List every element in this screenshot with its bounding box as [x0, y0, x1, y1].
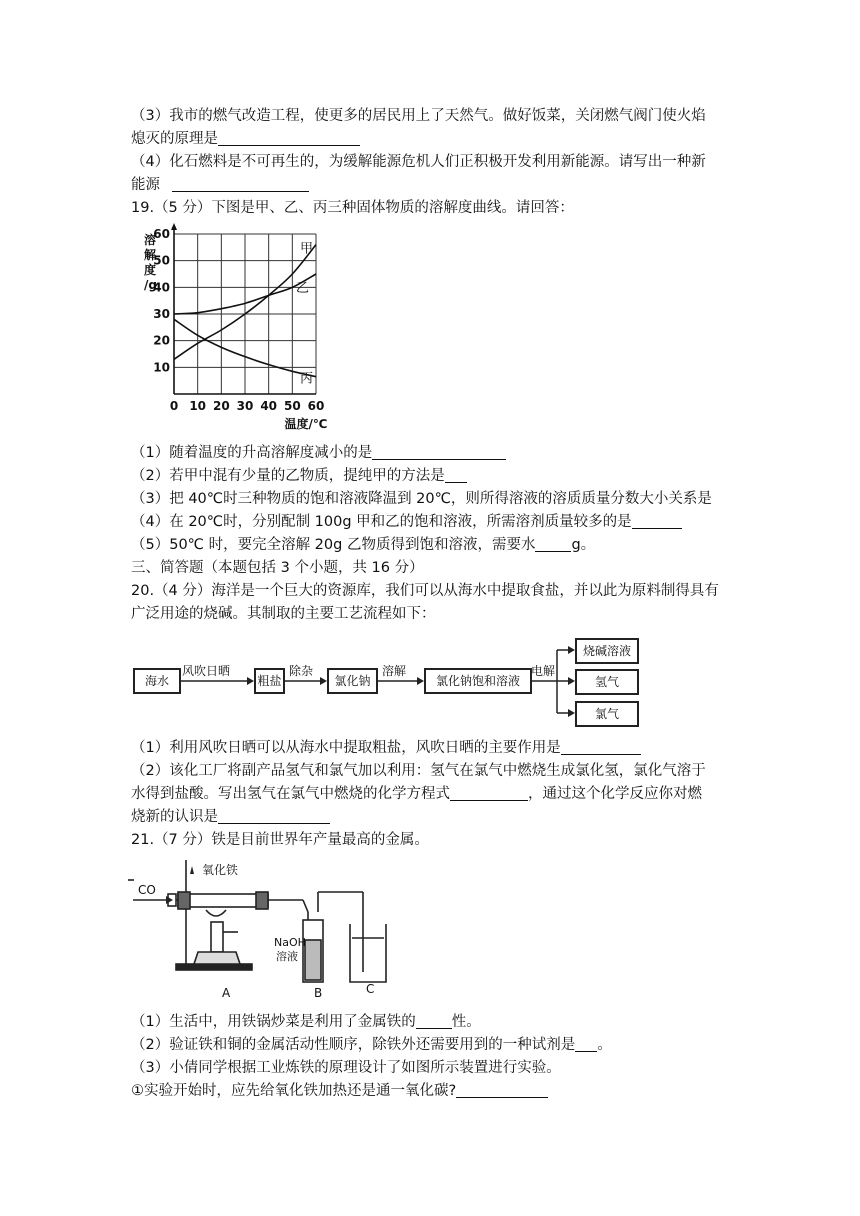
series-label: 甲: [300, 241, 314, 257]
q20-intro-line1: 20.（4 分）海洋是一个巨大的资源库，我们可以从海水中提取食盐，并以此为原料制得具有: [131, 583, 719, 599]
q19-q5-unit: g。: [571, 537, 596, 553]
apparatus-label-naoh: NaOH: [274, 936, 306, 949]
q20-q2-line2: [131, 783, 702, 805]
q19-q1: [131, 442, 506, 464]
y-axis-arrow: [171, 223, 177, 230]
q18-part3-line2: [131, 128, 360, 150]
y-axis-label-char: 解: [144, 248, 157, 262]
q20-q1: [131, 737, 641, 759]
x-tick-label: 60: [307, 399, 325, 413]
flow-box-hydrogen: 氢气: [575, 669, 639, 695]
q19-q2-text: （2）若甲中混有少量的乙物质，提纯甲的方法是: [131, 468, 445, 484]
q18-part4-line1: （4）化石燃料是不可再生的，为缓解能源危机人们正积极开发利用新能源。请写出一种新: [131, 154, 706, 170]
y-tick-label: 40: [153, 280, 170, 295]
q18-part4-line2: [131, 174, 309, 196]
q20-q1-text: （1）利用风吹日晒可以从海水中提取粗盐，风吹日晒的主要作用是: [131, 740, 561, 756]
q19-intro: 19.（5 分）下图是甲、乙、丙三种固体物质的溶解度曲线。请回答：: [131, 200, 574, 216]
y-axis-label-char: /g: [144, 278, 157, 292]
flow-box-saturated-solution: 氯化钠饱和溶液: [424, 668, 532, 694]
series-label: 丙: [300, 371, 314, 387]
q18-part3-line1: （3）我市的燃气改造工程，使更多的居民用上了天然气。做好饭菜，关闭燃气阀门使火焰: [131, 108, 706, 124]
solubility-chart: [140, 222, 340, 434]
q19-q4-text: （4）在 20℃时，分别配制 100g 甲和乙的饱和溶液，所需溶剂质量较多的是: [131, 514, 632, 530]
q21-q2: [131, 1034, 612, 1056]
q21-q2-text: （2）验证铁和铜的金属活动性顺序，除铁外还需要用到的一种试剂是: [131, 1037, 576, 1053]
y-tick-label: 50: [153, 253, 170, 268]
iron-smelting-apparatus-diagram: [128, 852, 398, 1002]
q21-q1-text: （1）生活中，用铁锅炒菜是利用了金属铁的: [131, 1014, 416, 1030]
chart-axes: [171, 223, 316, 394]
apparatus-label-b: B: [314, 986, 323, 1000]
q20-q2-line3: [131, 806, 330, 828]
q19-q5-text: （5）50℃ 时，要完全溶解 20g 乙物质得到饱和溶液，需要水: [131, 537, 536, 553]
y-axis-label-char: 溶: [144, 233, 157, 247]
y-tick-label: 60: [153, 227, 170, 241]
y-tick-label: 10: [153, 360, 170, 375]
y-tick-label: 30: [153, 307, 170, 321]
q20-intro-line2: 广泛用途的烧碱。其制取的主要工艺流程如下：: [131, 606, 436, 622]
series-label: 乙: [296, 281, 310, 296]
x-tick-label: 30: [236, 399, 254, 413]
x-tick-label: 20: [212, 399, 230, 413]
x-tick-label: 50: [283, 399, 301, 413]
flow-box-crude-salt: 粗盐: [254, 668, 285, 694]
flow-box-seawater: 海水: [133, 668, 181, 694]
answer-blank[interactable]: [456, 1081, 548, 1098]
q19-q5: [131, 534, 595, 556]
answer-blank[interactable]: [416, 1012, 452, 1029]
q20-q2-line1: （2）该化工厂将副产品氢气和氯气加以利用：氢气在氯气中燃烧生成氯化氢，氯化气溶于: [131, 763, 706, 779]
answer-blank[interactable]: [218, 807, 330, 824]
q19-q4: [131, 511, 682, 533]
answer-blank[interactable]: [172, 175, 309, 192]
q21-q3-1-text: ①实验开始时，应先给氧化铁加热还是通一氧化碳?: [131, 1083, 457, 1099]
answer-blank[interactable]: [535, 535, 571, 552]
flow-label-electrolysis: 电解: [531, 664, 556, 678]
y-axis-label-char: 度: [144, 263, 157, 277]
q21-q3: （3）小倩同学根据工业炼铁的原理设计了如图所示装置进行实验。: [131, 1060, 561, 1076]
q19-q2: [131, 465, 467, 487]
answer-blank[interactable]: [575, 1035, 597, 1052]
flow-label-remove-impurities: 除杂: [289, 664, 314, 678]
y-tick-label: 20: [153, 333, 170, 348]
q20-q2-text-end: 烧新的认识是: [131, 809, 218, 825]
apparatus-label-c: C: [366, 982, 375, 996]
q18-part4-cont: 能源: [131, 177, 160, 193]
x-tick-label: 40: [260, 399, 278, 413]
q19-q1-text: （1）随着温度的升高溶解度减小的是: [131, 445, 373, 461]
answer-blank[interactable]: [372, 443, 506, 460]
q21-intro: 21.（7 分）铁是目前世界年产量最高的金属。: [131, 832, 429, 848]
chart-text: [144, 227, 327, 431]
answer-blank[interactable]: [450, 784, 528, 801]
apparatus-label-a: A: [222, 986, 231, 1000]
answer-blank[interactable]: [561, 738, 641, 755]
q20-q2-text: 水得到盐酸。写出氢气在氯气中燃烧的化学方程式: [131, 786, 450, 802]
apparatus-label-solution: 溶液: [276, 950, 298, 963]
x-tick-label: 0: [169, 399, 179, 413]
section-heading: 三、简答题（本题包括 3 个小题，共 16 分）: [131, 560, 424, 576]
answer-blank[interactable]: [632, 512, 682, 529]
flow-box-caustic-soda: 烧碱溶液: [575, 638, 639, 664]
q19-q3: （3）把 40℃时三种物质的饱和溶液降温到 20℃，则所得溶液的溶质质量分数大小关系是: [131, 491, 712, 507]
q21-q3-1: [131, 1080, 548, 1102]
apparatus-label-iron-oxide: 氧化铁: [202, 863, 239, 877]
q18-part3-cont: 熄灭的原理是: [131, 131, 218, 147]
flow-box-nacl: 氯化钠: [327, 668, 378, 694]
flow-label-sun-wind: 风吹日晒: [182, 664, 231, 678]
q21-q1-text-end: 性。: [451, 1014, 481, 1030]
q21-q1: [131, 1011, 481, 1033]
answer-blank[interactable]: [445, 466, 467, 483]
x-axis-label: 温度/℃: [284, 417, 328, 431]
answer-blank[interactable]: [218, 129, 360, 146]
q21-q2-text-end: 。: [597, 1037, 612, 1053]
apparatus-label-co: CO: [138, 883, 156, 897]
flow-label-dissolve: 溶解: [382, 664, 407, 678]
q20-q2-text-cont: ，通过这个化学反应你对燃: [528, 786, 702, 802]
x-tick-label: 10: [189, 399, 207, 413]
flow-box-chlorine: 氯气: [575, 701, 639, 727]
